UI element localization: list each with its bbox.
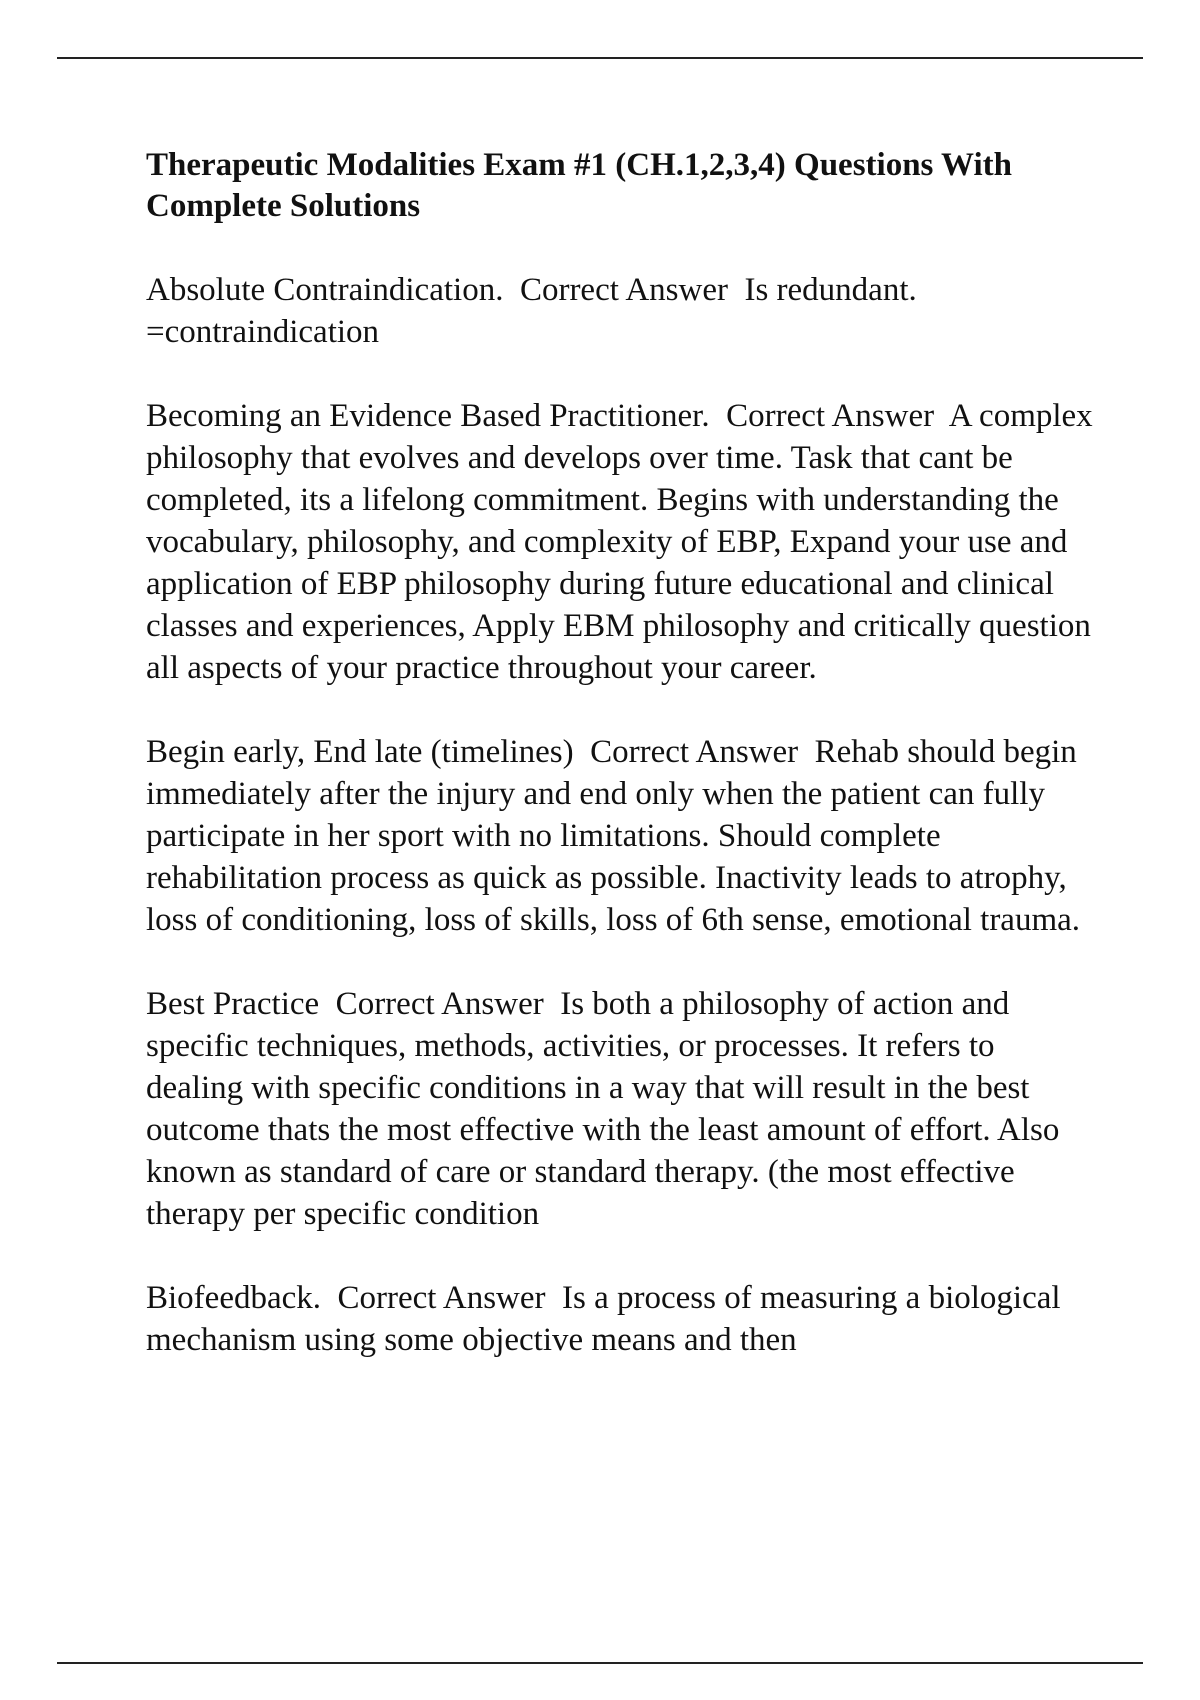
entry-best-practice: Best Practice Correct Answer Is both a philosophy of action and specific techniques, methods, activities, or processes. It refers to dealing with specific conditions in a way that will result in the best outcome thats the most effective with the least amount of effort. Also known as standard of care or standard therapy. (the most effective therapy per specific condition (146, 986, 1068, 1232)
document-title: Therapeutic Modalities Exam #1 (CH.1,2,3,4) Questions With Complete Solutions (146, 147, 1012, 224)
top-rule (57, 57, 1143, 59)
entry-absolute-contraindication: Absolute Contraindication. Correct Answer Is redundant. =contraindication (146, 272, 925, 350)
entry-begin-early-end-late: Begin early, End late (timelines) Correct Answer Rehab should begin immediately after the injury and end only when the patient can fully participate in her sport with no limitations. Should complete rehabilitation process as quick as possible. Inactivity leads to atrophy, loss of conditioning, loss of skills, loss of 6th sense, emotional trauma. (146, 734, 1086, 938)
bottom-rule (57, 1662, 1143, 1664)
entry-evidence-based-practitioner: Becoming an Evidence Based Practitioner. Correct Answer A complex philosophy that evolves and develops over time. Task that cant be completed, its a lifelong commitment. Begins with understanding the vocabulary, philosophy, and complexity of EBP, Expand your use and application of EBP philosophy during future educational and clinical classes and experiences, Apply EBM philosophy and critically question all aspects of your practice throughout your career. (146, 398, 1101, 686)
entry-biofeedback: Biofeedback. Correct Answer Is a process of measuring a biological mechanism using some objective means and then (146, 1280, 1069, 1358)
document-body (146, 145, 1101, 1403)
